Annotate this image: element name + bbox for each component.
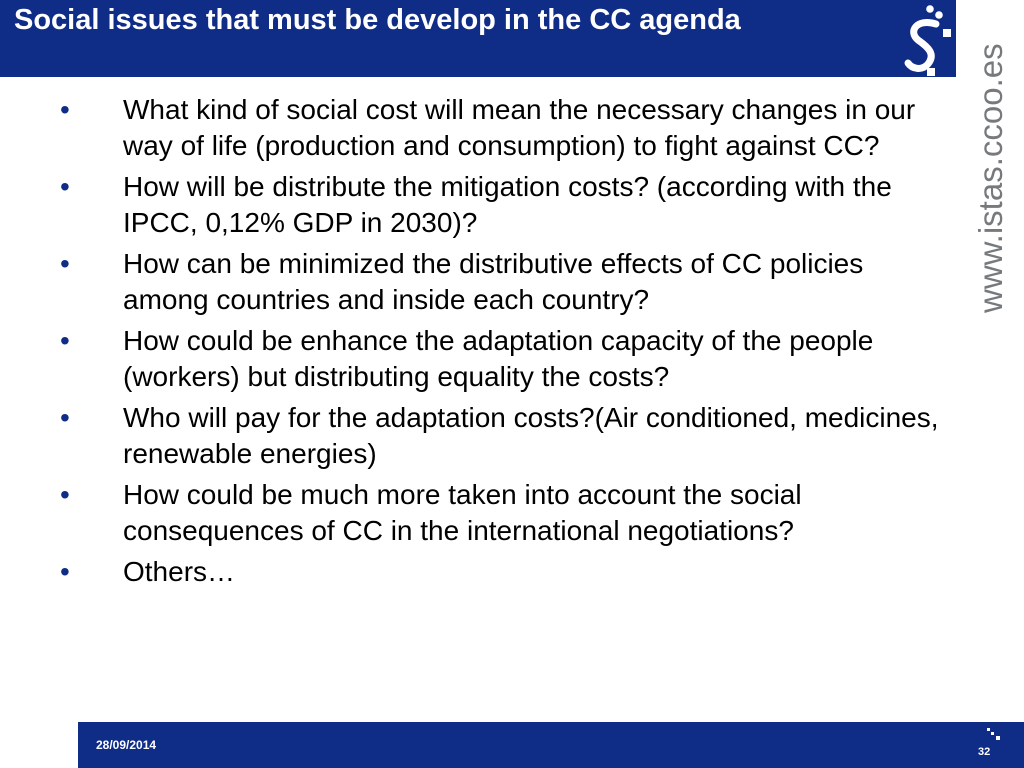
bullet-item (58, 477, 948, 549)
bullet-item (58, 92, 948, 164)
title-bar (0, 0, 956, 77)
bullet-text: How will be distribute the mitigation costs? (according with the IPCC, 0,12% GDP in 2030)? (123, 171, 892, 238)
bullet-text: Who will pay for the adaptation costs?(Air conditioned, medicines, renewable energies) (123, 402, 939, 469)
footer-date: 28/09/2014 (96, 738, 157, 752)
bullet-marker: • (60, 248, 70, 279)
bullet-marker: • (60, 171, 70, 202)
bullet-item (58, 169, 948, 241)
bullet-item (58, 323, 948, 395)
website-url: www.istas.ccoo.es (972, 43, 1009, 313)
footer-bar (78, 722, 1024, 768)
bullet-marker: • (60, 479, 70, 510)
bullet-marker: • (60, 325, 70, 356)
bullet-list (58, 92, 948, 595)
istas-logo-icon (896, 2, 956, 76)
page-number: 32 (978, 746, 991, 758)
bullet-text: Others… (123, 556, 236, 587)
bullet-marker: • (60, 94, 70, 125)
slide-title: Social issues that must be develop in the CC agenda (14, 4, 741, 36)
bullet-item (58, 246, 948, 318)
bullet-text: What kind of social cost will mean the necessary changes in our way of life (production and consumption) to fight against CC? (123, 94, 916, 161)
bullet-text: How could be much more taken into account the social consequences of CC in the international negotiations? (123, 479, 802, 546)
bullet-marker: • (60, 402, 70, 433)
bullet-item (58, 554, 948, 590)
bullet-marker: • (60, 556, 70, 587)
bullet-item (58, 400, 948, 472)
bullet-text: How can be minimized the distributive effects of CC policies among countries and inside each country? (123, 248, 864, 315)
bullet-text: How could be enhance the adaptation capacity of the people (workers) but distributing equality the costs? (123, 325, 874, 392)
